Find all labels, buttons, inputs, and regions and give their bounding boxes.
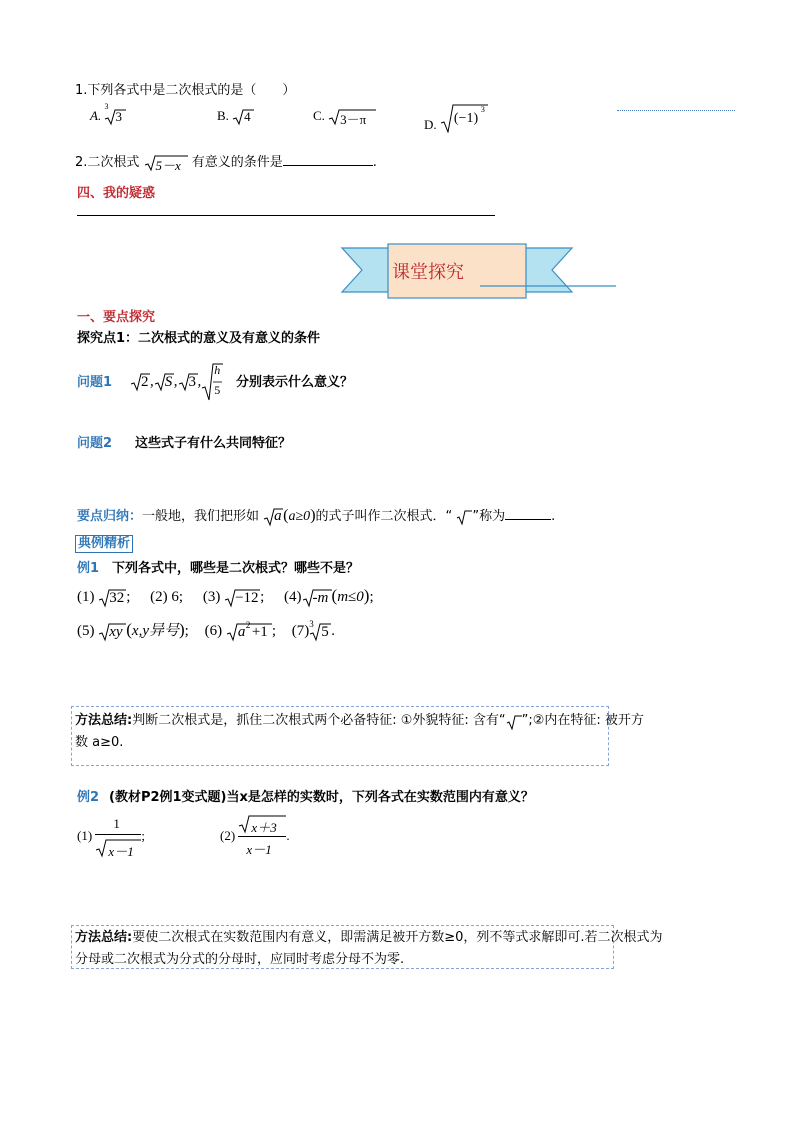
example-tag: 典例精析 xyxy=(75,535,133,553)
key-summary: 要点归纳：一般地，我们把形如 a (a≥0)的式子叫作二次根式．“ ”称为 . xyxy=(77,505,555,527)
section-4-title: 四、我的疑惑 xyxy=(77,186,156,201)
example-2-expr-2: (2) $\frac{x+3}{x-1}$ . xyxy=(220,814,290,858)
banner-graphic xyxy=(340,240,620,302)
example-1-label: 例1 xyxy=(77,561,100,576)
problem-2-label: 问题2 xyxy=(77,436,113,451)
q1-option-d: D. (−1) 3 xyxy=(424,103,488,133)
section-1-title: 一、要点探究 xyxy=(77,310,156,325)
problem-1-label: 问题1 xyxy=(77,375,113,390)
q1-option-a: A. 3 3 xyxy=(90,108,126,126)
radical-icon xyxy=(506,714,522,730)
method-summary-1: 方法总结:判断二次根式是，抓住二次根式两个必备特征: ①外貌特征: 含有“ ”;②内在特征: 被开方 数 a≥0. xyxy=(75,713,644,750)
example-2-expr-1: (1) $\frac{1}{x-1}$ ; xyxy=(77,816,146,859)
example-1-text: 下列各式中，哪些是二次根式？哪些不是？ xyxy=(112,561,360,576)
method-summary-2: 方法总结:要使二次根式在实数范围内有意义，即需满足被开方数≥0，列不等式求解即可.若二次根式为 分母或二次根式为分式的分母时，应同时考虑分母不为零. xyxy=(75,930,663,967)
example-1-row-1: (1) 32 ; (2) 6; (3) −12 ; (4) -m (m≤0); xyxy=(77,586,374,606)
radical-icon xyxy=(456,509,472,525)
banner-title: 课堂探究 xyxy=(392,262,464,283)
example-2-label: 例2 xyxy=(77,790,100,805)
question-1-stem: 1.下列各式中是二次根式的是（ ） xyxy=(75,83,296,98)
problem-1-expr: 2 , S , 3 , h 5 xyxy=(130,362,223,402)
question-2: 2.二次根式 5－x 有意义的条件是 . xyxy=(75,151,377,172)
dotted-line xyxy=(617,110,735,111)
example-2-text: (教材P2例1变式题)当x是怎样的实数时，下列各式在实数范围内有意义？ xyxy=(109,790,534,805)
answer-blank[interactable] xyxy=(283,151,373,166)
problem-1-text: 分别表示什么意义？ xyxy=(236,375,354,390)
q1-option-c: C. 3－π xyxy=(313,108,376,126)
example-1-row-2: (5) xy (x,y异号); (6) a 2 +1 ; (7) 3 5 . xyxy=(77,618,336,640)
q1-option-b: B. 4 xyxy=(217,108,254,126)
answer-line xyxy=(77,215,495,216)
point-1-title: 探究点1：二次根式的意义及有意义的条件 xyxy=(77,331,321,346)
problem-2-text: 这些式子有什么共同特征？ xyxy=(135,436,292,451)
answer-blank[interactable] xyxy=(505,505,551,520)
